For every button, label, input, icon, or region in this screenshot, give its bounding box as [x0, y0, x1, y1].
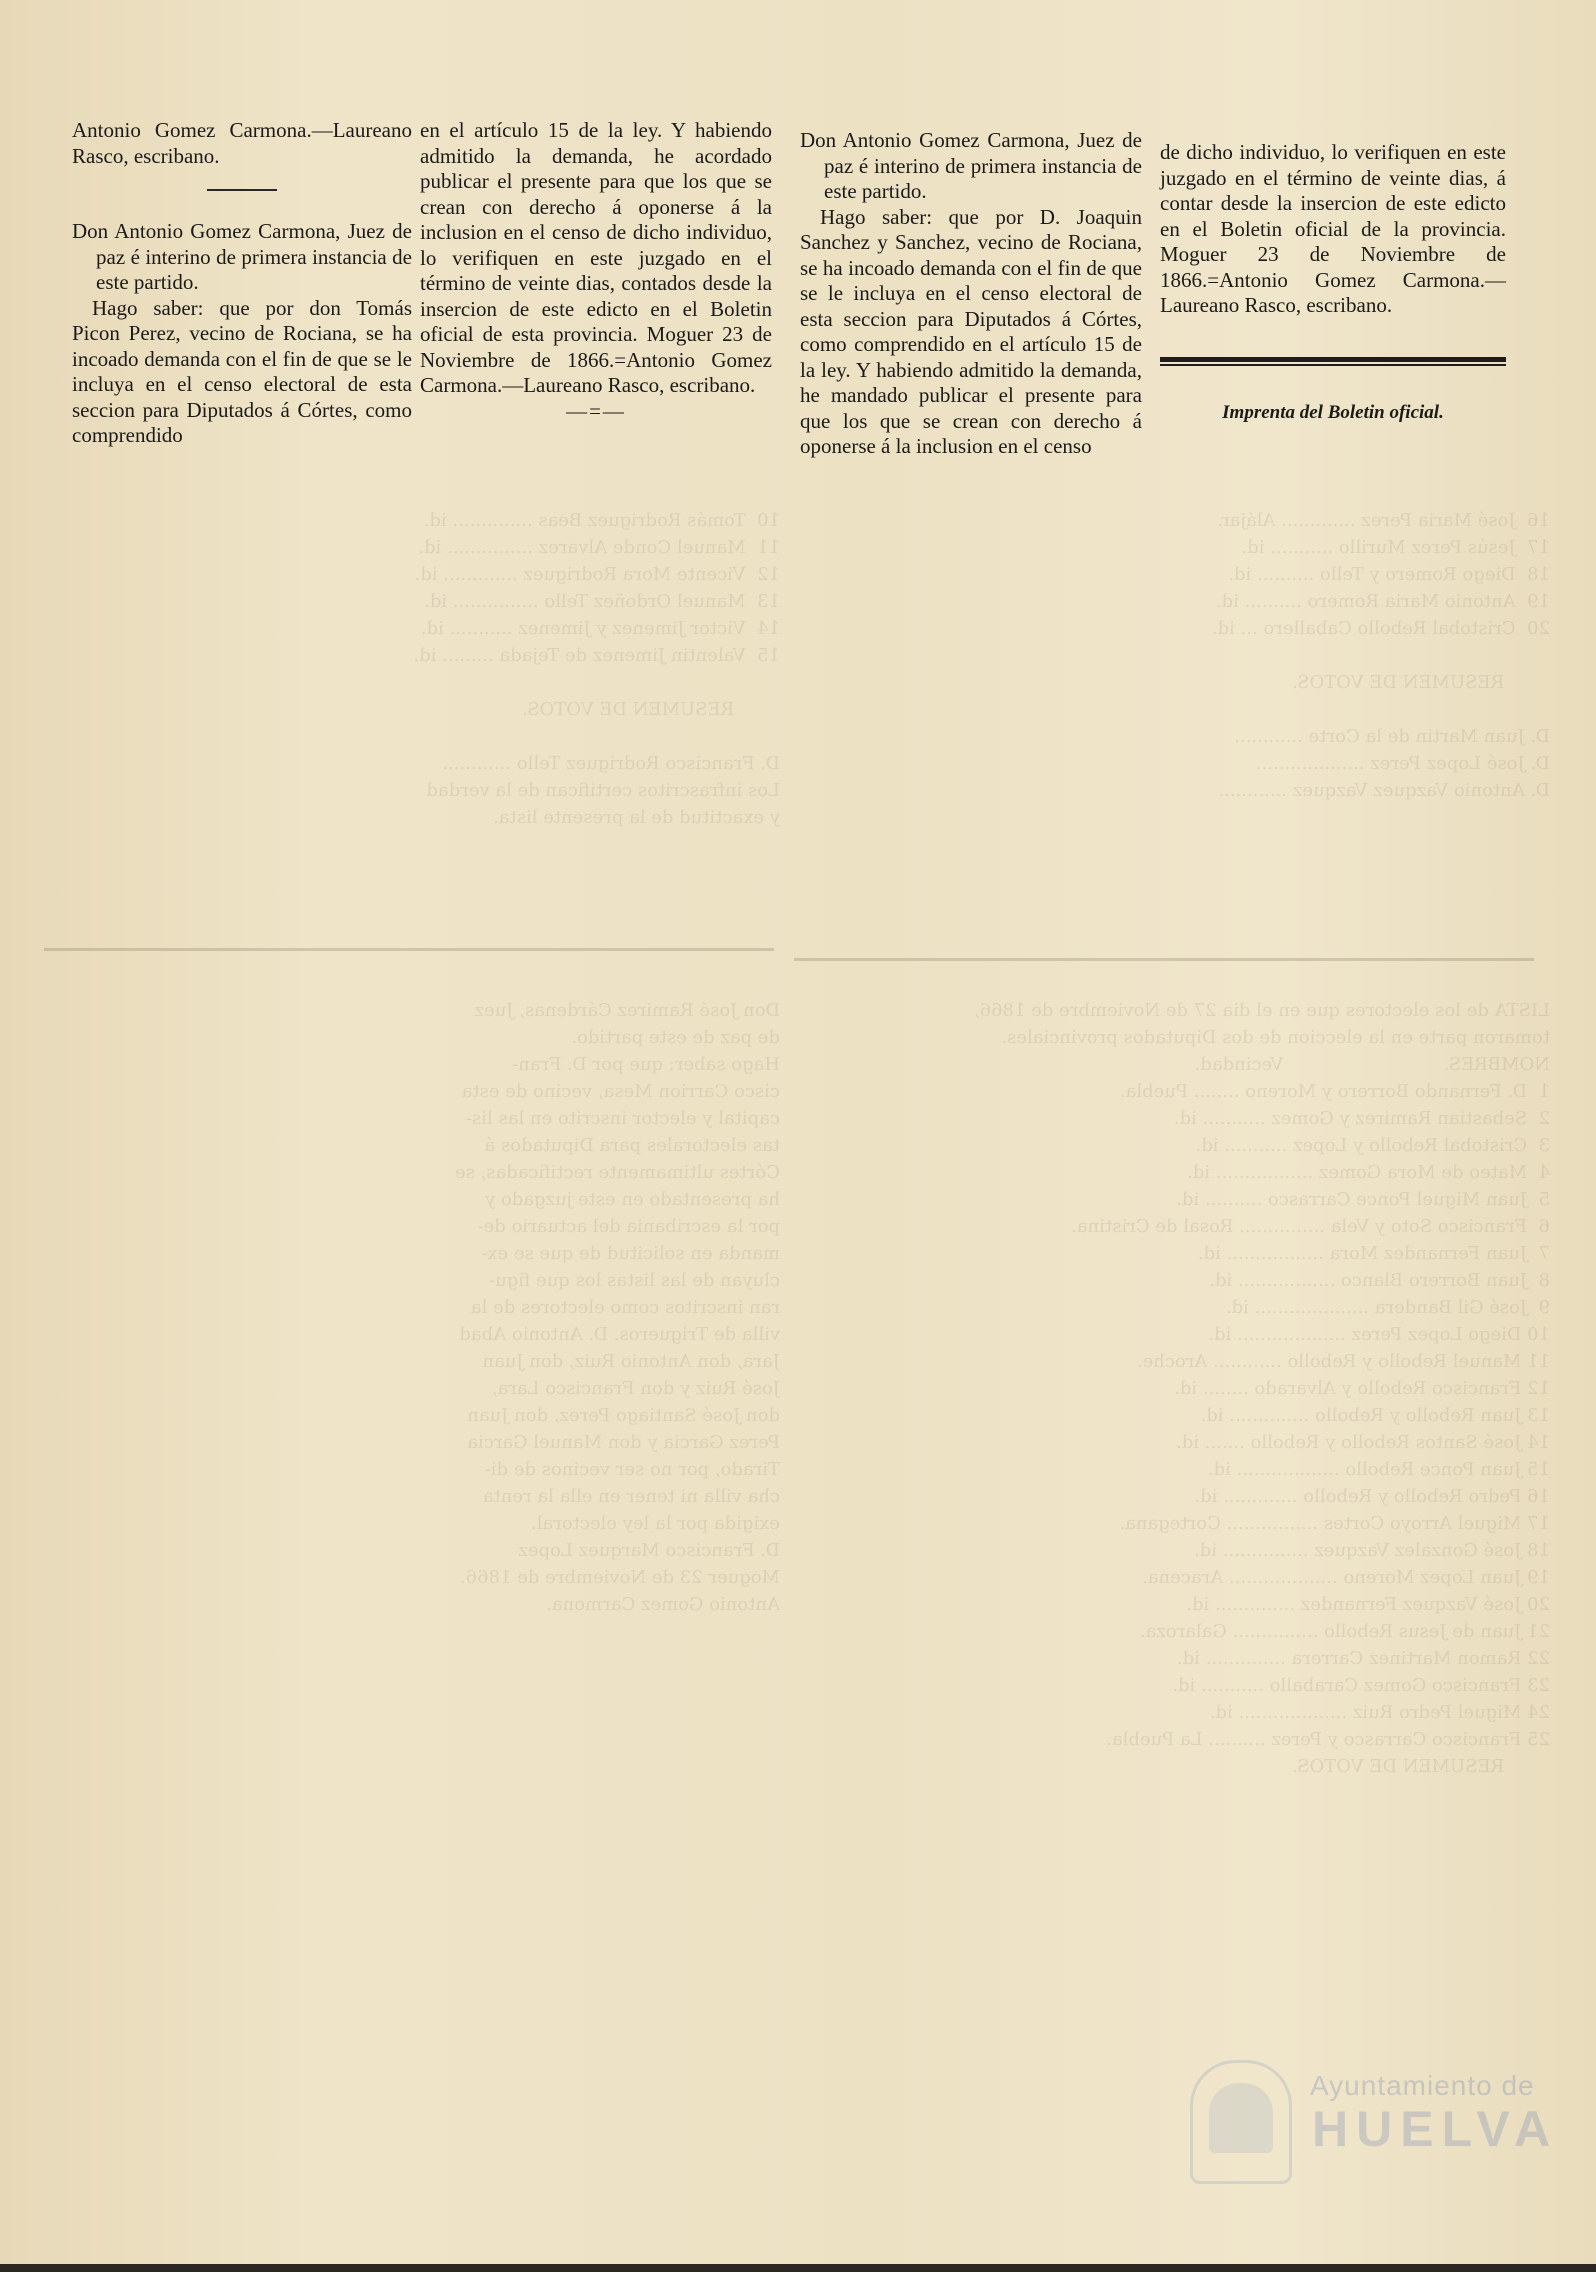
coat-of-arms-watermark-icon	[1190, 2060, 1292, 2184]
closing-rule-thick	[1160, 357, 1506, 362]
archive-watermark-line-1: Ayuntamiento de	[1310, 2070, 1535, 2101]
edict-body-continued: en el artículo 15 de la ley. Y habiendo admitido la demanda, he acordado publicar el presente para que los que se crean con derecho á oponerse á la inclusion en el censo de dicho individuo, lo verifiquen en este juzgado en el término de veinte dias, contados desde la insercion de este edicto en el Boletin oficial de esta provincia. Moguer 23 de Noviembre de 1866.=Antonio Gomez Carmona.—Laureano Rasco, escribano.	[420, 118, 772, 397]
previous-edict-signature: Antonio Gomez Carmona.—Laureano Rasco, escribano.	[72, 118, 412, 168]
section-separator	[207, 189, 277, 191]
edict-body-continued: de dicho individuo, lo verifiquen en este juzgado en el término de veinte dias, á contar desde la insercion de este edicto en el Boletin oficial de la provincia. Moguer 23 de Noviembre de 1866.=Antonio Gomez Carmona.—Laureano Rasco, escribano.	[1160, 140, 1506, 317]
coat-of-arms-shield-icon	[1209, 2083, 1273, 2153]
edict-body: Hago saber: que por don Tomás Picon Perez, vecino de Rociana, se ha incoado demanda con el fin de que se le incluya en el censo electoral de esta seccion para Diputados á Córtes, como comprendido	[72, 295, 412, 447]
archive-watermark-line-2: HUELVA	[1312, 2101, 1559, 2157]
column-3	[800, 128, 1142, 460]
show-through-rule-right	[794, 958, 1534, 961]
edict-header: Don Antonio Gomez Carmona, Juez de paz é interino de primera instancia de este partido.	[72, 219, 412, 294]
show-through-lower-left: Don José Ramirez Cárdenas, Juez de paz de este partido. Hago saber: que por D. Fran- cisco Carrion Mesa, vecino de esta capital y elector inscrito en las lis- tas electorales para Diputados á Córtes ultimamente rectificadas, se ha presentado en este juzgado y por la escribania del actuario de- manda en solicitud de que se ex- cluyan de las listas los que figu- ran inscritos como electores de la villa de Trigueros. D. Antonio Abad Jara, don Antonio Ruiz, don Juan José Ruiz y don Francisco Lara, don José Santiago Perez, don Juan Perez Garcia y don Manuel Garcia Tirado, por no ser vecinos de di- cha villa ni tener en ella la renta exigida por la ley electoral. D. Francisco Marquez Lopez Moguer 23 de Noviembre de 1866. Antonio Gomez Carmona.	[454, 1000, 780, 1615]
column-1	[72, 118, 412, 449]
edict-header: Don Antonio Gomez Carmona, Juez de paz é interino de primera instancia de este partido.	[800, 128, 1142, 203]
show-through-left: 10 Tomás Rodriguez Beas .............. id. 11 Manuel Conde Alvarez ............... id. 12 Vicente Mora Rodriguez ............. id. 13 Manuel Ordoñez Tello ............... id. 14 Victor Jimenez y Jimenez ........... id. 15 Valentin Jimenez de Tejada ......... id. RESUMEN DE VOTOS. D. Francisco Rodriguez Tello ............ Los infrascritos certifican de la verdad y exactitud de la presente lista.	[413, 510, 780, 828]
scan-bottom-edge	[0, 2264, 1596, 2272]
show-through-lower-right: LISTA de los electores que en el dia 27 de Noviembre de 1866, tomaron parte en la eleccion de dos Diputados provinciales. NOMBRES. Vecindad. 1 D. Fernando Borrero y Moreno ........ Puebla. 2 Sebastian Ramirez y Gomez ........... id. 3 Cristobal Rebollo y Lopez ........... id. 4 Mateo de Mora Gomez ................. id. 5 Juan Miguel Ponce Carrasco .......... id. 6 Francisco Soto y Vela ............... Rosal de Cristina. 7 Juan Fernandez Mora ................. id. 8 Juan Borrero Blanco ................. id. 9 José Gil Bandera .................... id. 10 Diego Lopez Perez ................... id. 11 Manuel Rebollo y Rebollo ............ Aroche. 12 Francisco Rebollo y Alvarado ........ id. 13 Juan Rebollo y Rebollo .............. id. 14 José Santos Rebollo y Rebollo ....... id. 15 Juan Ponce Rebollo .................. id. 16 Pedro Rebollo y Rebollo ............. id. 17 Miguel Arroyo Cortes ................ Cortegana. 18 José Gonzalez Vazquez ............... id. 19 Juan Lopez Moreno ................... Aracena. 20 José Vazquez Fernandez .............. id. 21 Juan de Jesus Rebollo ............... Galaroza. 22 Ramon Martinez Carrera .............. id. 23 Francisco Gomez Caraballo ........... id. 24 Miguel Pedro Ruiz ................... id. 25 Francisco Carrasco y Perez .......... La Puebla. RESUMEN DE VOTOS.	[973, 1000, 1550, 1777]
edict-body: Hago saber: que por D. Joaquin Sanchez y Sanchez, vecino de Rociana, se ha incoado demanda con el fin de que se le incluya en el censo electoral de esta seccion para Diputados á Córtes, como comprendido en el artículo 15 de la ley. Y habiendo admitido la demanda, he mandado publicar el presente para que los que se crean con derecho á oponerse á la inclusion en el censo	[800, 204, 1142, 458]
show-through-right: 16 José Maria Perez ............. Alájar. 17 Jesús Perez Murillo ........... id. 18 Diego Romero y Tello .......... id. 19 Antonio Maria Romero .......... id. 20 Cristobal Rebollo Caballero ... id. RESUMEN DE VOTOS. D. Juan Martin de la Corte ............ D. José Lopez Perez ................... D. Antonio Vazquez Vazquez ............	[1211, 510, 1550, 801]
column-4	[1160, 140, 1506, 425]
column-2	[420, 118, 772, 424]
printer-imprint: Imprenta del Boletin oficial.	[1222, 401, 1444, 423]
section-separator-text: —=—	[566, 398, 626, 423]
closing-rule-thin	[1160, 364, 1506, 366]
show-through-rule-left	[44, 948, 774, 951]
